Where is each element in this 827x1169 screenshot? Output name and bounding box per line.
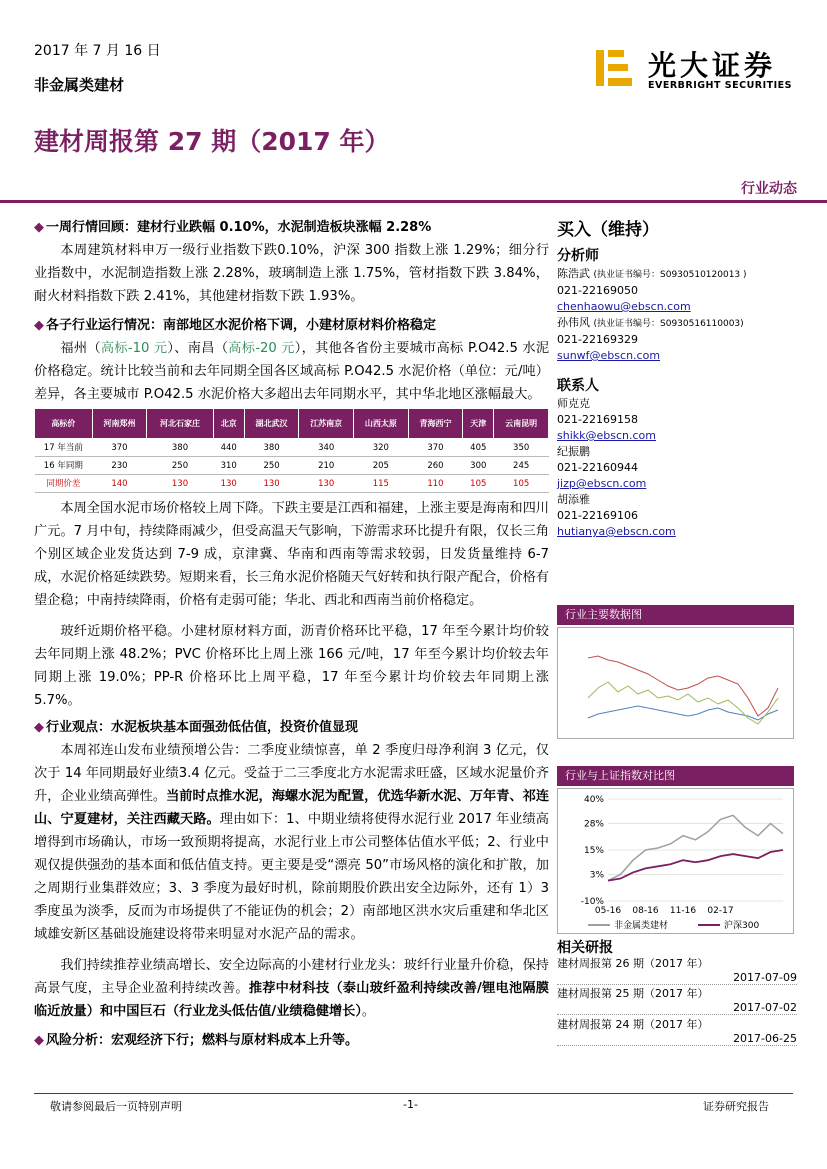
- paragraph: 福州（高标-10 元）、南昌（高标-20 元），其他各省份主要城市高标 P.O42.5 水泥价格稳定。统计比较当前和去年同期全国各区域高标 P.O42.5 水泥价格（单位：元/吨）差异，各主要城市 P.O42.5 水泥价格大多超出去年同期水平，其中华北地区涨幅最大。: [34, 341, 550, 402]
- contact-heading: 联系人: [557, 378, 599, 394]
- x-tick-label: 05-16: [594, 906, 622, 916]
- page-number: -1-: [403, 1098, 418, 1111]
- chart2-title: 行业与上证指数对比图: [557, 766, 794, 786]
- cement-price-table: [34, 408, 549, 493]
- table-row: 16 年同期 230 250 310 250 210 205 260 300 245: [35, 457, 549, 475]
- related-report[interactable]: 建材周报第 25 期（2017 年） 2017-07-02: [557, 987, 797, 1014]
- comparison-chart: [557, 788, 794, 934]
- y-tick-label: -10%: [580, 897, 604, 907]
- series-line: [608, 815, 783, 880]
- logo-icon: [596, 48, 636, 88]
- paragraph: 我们持续推荐业绩高增长、安全边际高的小建材行业龙头：玻纤行业量升价稳，保持高景气度，主导企业盈利持续改善。推荐中材科技（泰山玻纤盈利持续改善/锂电池隔膜临近放量）和中国巨石（行业龙头低估值/业绩稳健增长）。: [34, 958, 549, 1019]
- logo-text-cn: 光大证券: [648, 49, 777, 82]
- analyst-entry: 孙伟风 (执业证书编号：S0930516110003) 021-22169329 sunwf@ebscn.com: [557, 315, 797, 364]
- table-header: 天津: [463, 409, 494, 439]
- table-header: 北京: [213, 409, 244, 439]
- legend-label: 非金属类建材: [614, 921, 669, 931]
- logo-text-en: EVERBRIGHT SECURITIES: [648, 80, 792, 91]
- email-link[interactable]: chenhaowu@ebscn.com: [557, 300, 691, 313]
- paragraph: 本周建筑材料申万一级行业指数下跌0.10%，沪深 300 指数上涨 1.29%；细分行业指数中，水泥制造指数上涨 2.28%，玻璃制造上涨 1.75%，管材指数下跌 3.84%，耐火材料指数下跌 2.41%，其他建材指数下跌 1.93%。: [34, 243, 549, 304]
- series-line: [608, 850, 783, 881]
- y-tick-label: 15%: [583, 846, 604, 856]
- x-tick-label: 11-16: [669, 906, 697, 916]
- diamond-icon: ◆: [34, 220, 44, 235]
- chart1-title: 行业主要数据图: [557, 605, 794, 625]
- contact-entry: 纪振鹏 021-22160944 jizp@ebscn.com: [557, 444, 797, 492]
- table-row: 17 年当前 370 380 440 380 340 320 370 405 350: [35, 439, 549, 457]
- x-tick-label: 02-17: [707, 906, 734, 916]
- analyst-entry: 陈浩武 (执业证书编号：S0930510120013 ) 021-22169050 chenhaowu@ebscn.com: [557, 266, 797, 315]
- email-link[interactable]: hutianya@ebscn.com: [557, 525, 676, 538]
- section-heading-view: ◆ 行业观点：水泥板块基本面强劲低估值，投资价值显现: [34, 720, 359, 735]
- email-link[interactable]: shikk@ebscn.com: [557, 429, 656, 442]
- rating: 买入（维持）: [557, 220, 659, 240]
- main-content: [34, 214, 549, 1052]
- footer-divider: [34, 1093, 793, 1094]
- chart-line: [588, 656, 778, 716]
- y-tick-label: 3%: [589, 870, 604, 881]
- paragraph: 本周祁连山发布业绩预增公告：二季度业绩惊喜，单 2 季度归母净利润 3 亿元，仅次于 14 年同期最好业绩3.4 亿元。受益于二三季度北方水泥需求旺盛，区域水泥量价齐升，企业业绩高弹性。当前时点推水泥，海螺水泥为配置，优选华新水泥、万年青、祁连山、宁夏建材，关注西藏天路。理由如下：1、中期业绩将使得水泥行业 2017 年业绩高增得到市场确认，市场一致预期将提高，水泥行业上市公司整体估值水平低；2、行业中观仅提供强劲的基本面和低估值支持。更主要是受“漂亮 50”市场风格的演化和扩散，加之周期行业集群效应；3、3 季度为最好时机，除前期股价跌出安全边际外，还有 1）3 季度虽为淡季，反而为市场提供了不能证伪的机会；2）南部地区洪水灾后重建和华北区域雄安新区基础设施建设将带来明显对水泥产品的需求。: [34, 743, 550, 942]
- comparison-chart-svg: [558, 789, 793, 933]
- footer-disclaimer: 敬请参阅最后一页特别声明: [50, 1100, 182, 1113]
- table-header: 河南郑州: [92, 409, 147, 439]
- diamond-icon: ◆: [34, 720, 44, 735]
- table-header: 云南昆明: [494, 409, 549, 439]
- table-row: 同期价差 140 130 130 130 130 115 110 105 105: [35, 475, 549, 493]
- table-header: 湖北武汉: [244, 409, 299, 439]
- sidebar: [557, 222, 797, 540]
- page-title: 建材周报第 27 期（2017 年）: [34, 127, 390, 156]
- section-heading-risk: ◆ 风险分析：宏观经济下行；燃料与原材料成本上升等。: [34, 1033, 359, 1048]
- chart-line: [588, 682, 778, 724]
- diamond-icon: ◆: [34, 318, 44, 333]
- table-header: 江苏南京: [299, 409, 354, 439]
- paragraph: 玻纤近期价格平稳。小建材原材料方面，沥青价格环比平稳，17 年至今累计均价较去年同期上涨 48.2%；PVC 价格环比上周上涨 166 元/吨，17 年至今累计均价较去年同期上涨 19.0%；PP-R 价格环比上周平稳，17 年至今累计均价较去年同期上涨 5.7%。: [34, 624, 549, 708]
- table-header: 青海西宁: [408, 409, 463, 439]
- table-header: 高标价: [35, 409, 93, 439]
- header-divider: [0, 200, 827, 203]
- table-header: 山西太原: [354, 409, 409, 439]
- report-type-tag: 行业动态: [741, 181, 797, 197]
- legend-label: 沪深300: [724, 921, 760, 931]
- industry-data-chart-svg: [558, 628, 793, 738]
- email-link[interactable]: sunwf@ebscn.com: [557, 349, 661, 362]
- related-reports-heading: 相关研报: [557, 940, 613, 956]
- email-link[interactable]: jizp@ebscn.com: [557, 477, 647, 490]
- sector-name: 非金属类建材: [34, 76, 125, 94]
- analyst-heading: 分析师: [557, 248, 599, 264]
- table-header: 河北石家庄: [147, 409, 213, 439]
- y-tick-label: 40%: [583, 795, 604, 805]
- related-report[interactable]: 建材周报第 26 期（2017 年） 2017-07-09: [557, 957, 797, 984]
- y-tick-label: 28%: [583, 819, 604, 830]
- diamond-icon: ◆: [34, 1033, 44, 1048]
- industry-data-chart: [557, 627, 794, 739]
- related-report[interactable]: 建材周报第 24 期（2017 年） 2017-06-25: [557, 1018, 797, 1045]
- contact-entry: 师克克 021-22169158 shikk@ebscn.com: [557, 396, 797, 444]
- section-heading-subsectors: ◆ 各子行业运行情况：南部地区水泥价格下调，小建材原材料价格稳定: [34, 318, 437, 333]
- report-date: 2017 年 7 月 16 日: [34, 43, 161, 59]
- x-tick-label: 08-16: [632, 906, 659, 916]
- contact-entry: 胡添雅 021-22169106 hutianya@ebscn.com: [557, 492, 797, 540]
- footer-report-label: 证券研究报告: [703, 1100, 769, 1113]
- section-heading-market: ◆ 一周行情回顾：建材行业跌幅 0.10%，水泥制造板块涨幅 2.28%: [34, 220, 432, 235]
- chart-line: [588, 706, 778, 720]
- paragraph: 本周全国水泥市场价格较上周下降。下跌主要是江西和福建，上涨主要是海南和四川广元。7 月中旬，持续降雨减少，但受高温天气影响，下游需求环比提升有限，仅长三角个别区域企业发货达到 7-9 成，京津冀、华南和西南等需求较弱，日发货量维持 6-7 成，水泥价格延续跌势。短期来看，长三角水泥价格随天气好转和执行限产配合，价格有望企稳；中南持续降雨，价格有走弱可能；华北、西北和西南当前价格稳定。: [34, 501, 549, 608]
